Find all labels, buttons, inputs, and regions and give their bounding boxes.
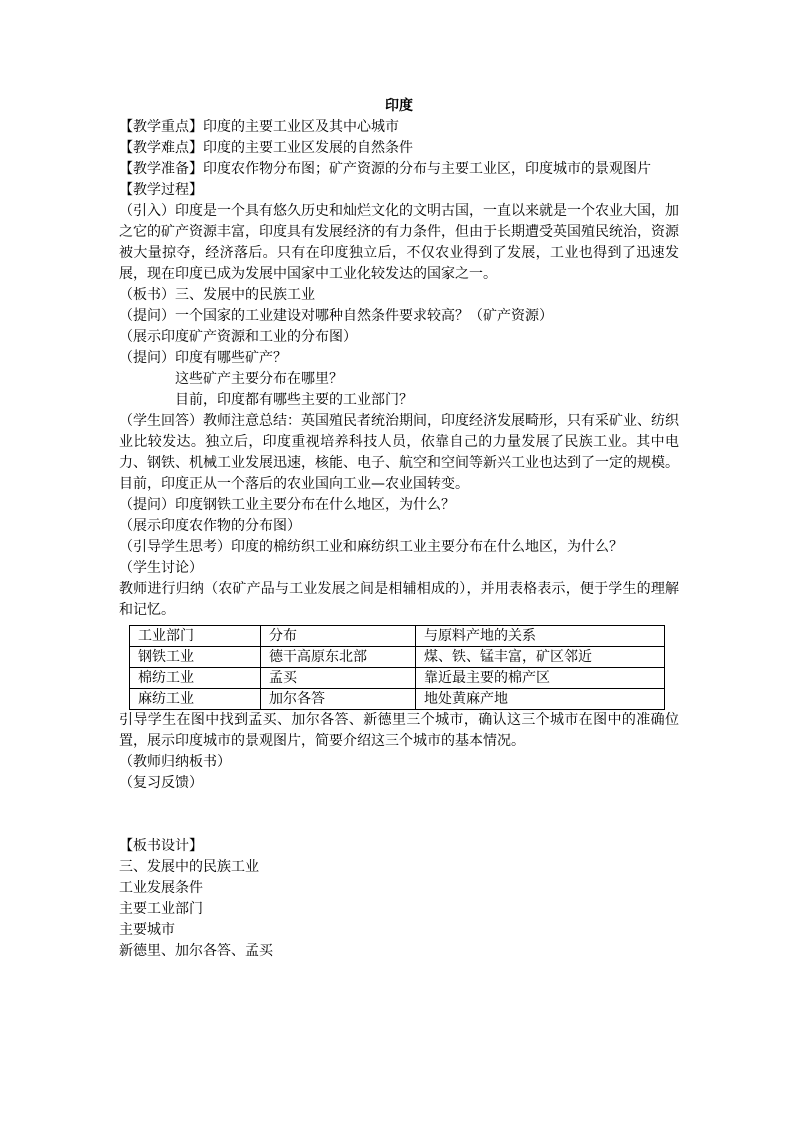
section-spacer [119, 794, 679, 836]
page-title: 印度 [385, 98, 413, 114]
table-cell: 靠近最主要的棉产区 [416, 668, 665, 689]
board-design-heading: 【板书设计】 [119, 838, 203, 854]
table-header-cell: 分布 [261, 626, 416, 647]
board-design-item: 主要工业部门 [119, 901, 203, 917]
review-feedback: （复习反馈） [119, 775, 203, 791]
question-industries: 目前，印度都有哪些主要的工业部门？ [175, 392, 413, 408]
student-discussion: （学生讨论） [119, 560, 203, 576]
show-crop-map: （展示印度农作物的分布图） [119, 518, 301, 534]
board-design-item: 主要城市 [119, 922, 175, 938]
table-cell: 煤、铁、锰丰富，矿区邻近 [416, 647, 665, 668]
table-row [130, 689, 665, 710]
show-mineral-map: （展示印度矿产资源和工业的分布图） [119, 329, 357, 345]
intro-paragraph: （引入）印度是一个具有悠久历史和灿烂文化的文明古国，一直以来就是一个农业大国，加之它的矿产资源丰富，印度具有发展经济的有力条件，但由于长期遭受英国殖民统治，资源被大量掠夺，经济落后。只有在印度独立后，不仅农业得到了发展，工业也得到了迅速发展，现在印度已成为发展中国家中工业化较发达的国家之一。 [119, 203, 679, 282]
teaching-focus: 【教学重点】印度的主要工业区及其中心城市 [119, 119, 399, 135]
table-cell: 孟买 [261, 668, 416, 689]
teacher-board-summary: （教师归纳板书） [119, 754, 231, 770]
summary-paragraph: 教师进行归纳（农矿产品与工业发展之间是相辅相成的），并用表格表示，便于学生的理解和记忆。 [119, 581, 679, 618]
teaching-difficulty: 【教学难点】印度的主要工业区发展的自然条件 [119, 140, 413, 156]
industry-table [129, 625, 665, 710]
table-cell: 麻纺工业 [130, 689, 261, 710]
teaching-process-heading: 【教学过程】 [119, 182, 203, 198]
question-distribution: 这些矿产主要分布在哪里？ [175, 371, 343, 387]
table-cell: 钢铁工业 [130, 647, 261, 668]
table-header-cell: 工业部门 [130, 626, 261, 647]
table-row [130, 647, 665, 668]
table-cell: 加尔各答 [261, 689, 416, 710]
table-header-row [130, 626, 665, 647]
board-design-item: 工业发展条件 [119, 880, 203, 896]
board-note: （板书）三、发展中的民族工业 [119, 287, 315, 303]
table-cell: 德干高原东北部 [261, 647, 416, 668]
question-natural-conditions: （提问）一个国家的工业建设对哪种自然条件要求较高？（矿产资源） [119, 308, 553, 324]
document-page [119, 96, 679, 962]
table-cell: 棉纺工业 [130, 668, 261, 689]
board-design-item: 三、发展中的民族工业 [119, 859, 259, 875]
board-design-item: 新德里、加尔各答、孟买 [119, 943, 273, 959]
guide-thinking: （引导学生思考）印度的棉纺织工业和麻纺织工业主要分布在什么地区，为什么？ [119, 539, 623, 555]
question-steel: （提问）印度钢铁工业主要分布在什么地区，为什么？ [119, 497, 455, 513]
table-row [130, 668, 665, 689]
table-cell: 地处黄麻产地 [416, 689, 665, 710]
teaching-preparation: 【教学准备】印度农作物分布图；矿产资源的分布与主要工业区，印度城市的景观图片 [119, 161, 651, 177]
guide-paragraph: 引导学生在图中找到孟买、加尔各答、新德里三个城市，确认这三个城市在图中的准确位置，展示印度城市的景观图片，简要介绍这三个城市的基本情况。 [119, 712, 679, 749]
student-answer-paragraph: （学生回答）教师注意总结：英国殖民者统治期间，印度经济发展畸形，只有采矿业、纺织业比较发达。独立后，印度重视培养科技人员，依靠自己的力量发展了民族工业。其中电力、钢铁、机械工业发展迅速，核能、电子、航空和空间等新兴工业也达到了一定的规模。目前，印度正从一个落后的农业国向工业—农业国转变。 [119, 413, 679, 492]
table-header-cell: 与原料产地的关系 [416, 626, 665, 647]
question-minerals: （提问）印度有哪些矿产？ [119, 350, 287, 366]
